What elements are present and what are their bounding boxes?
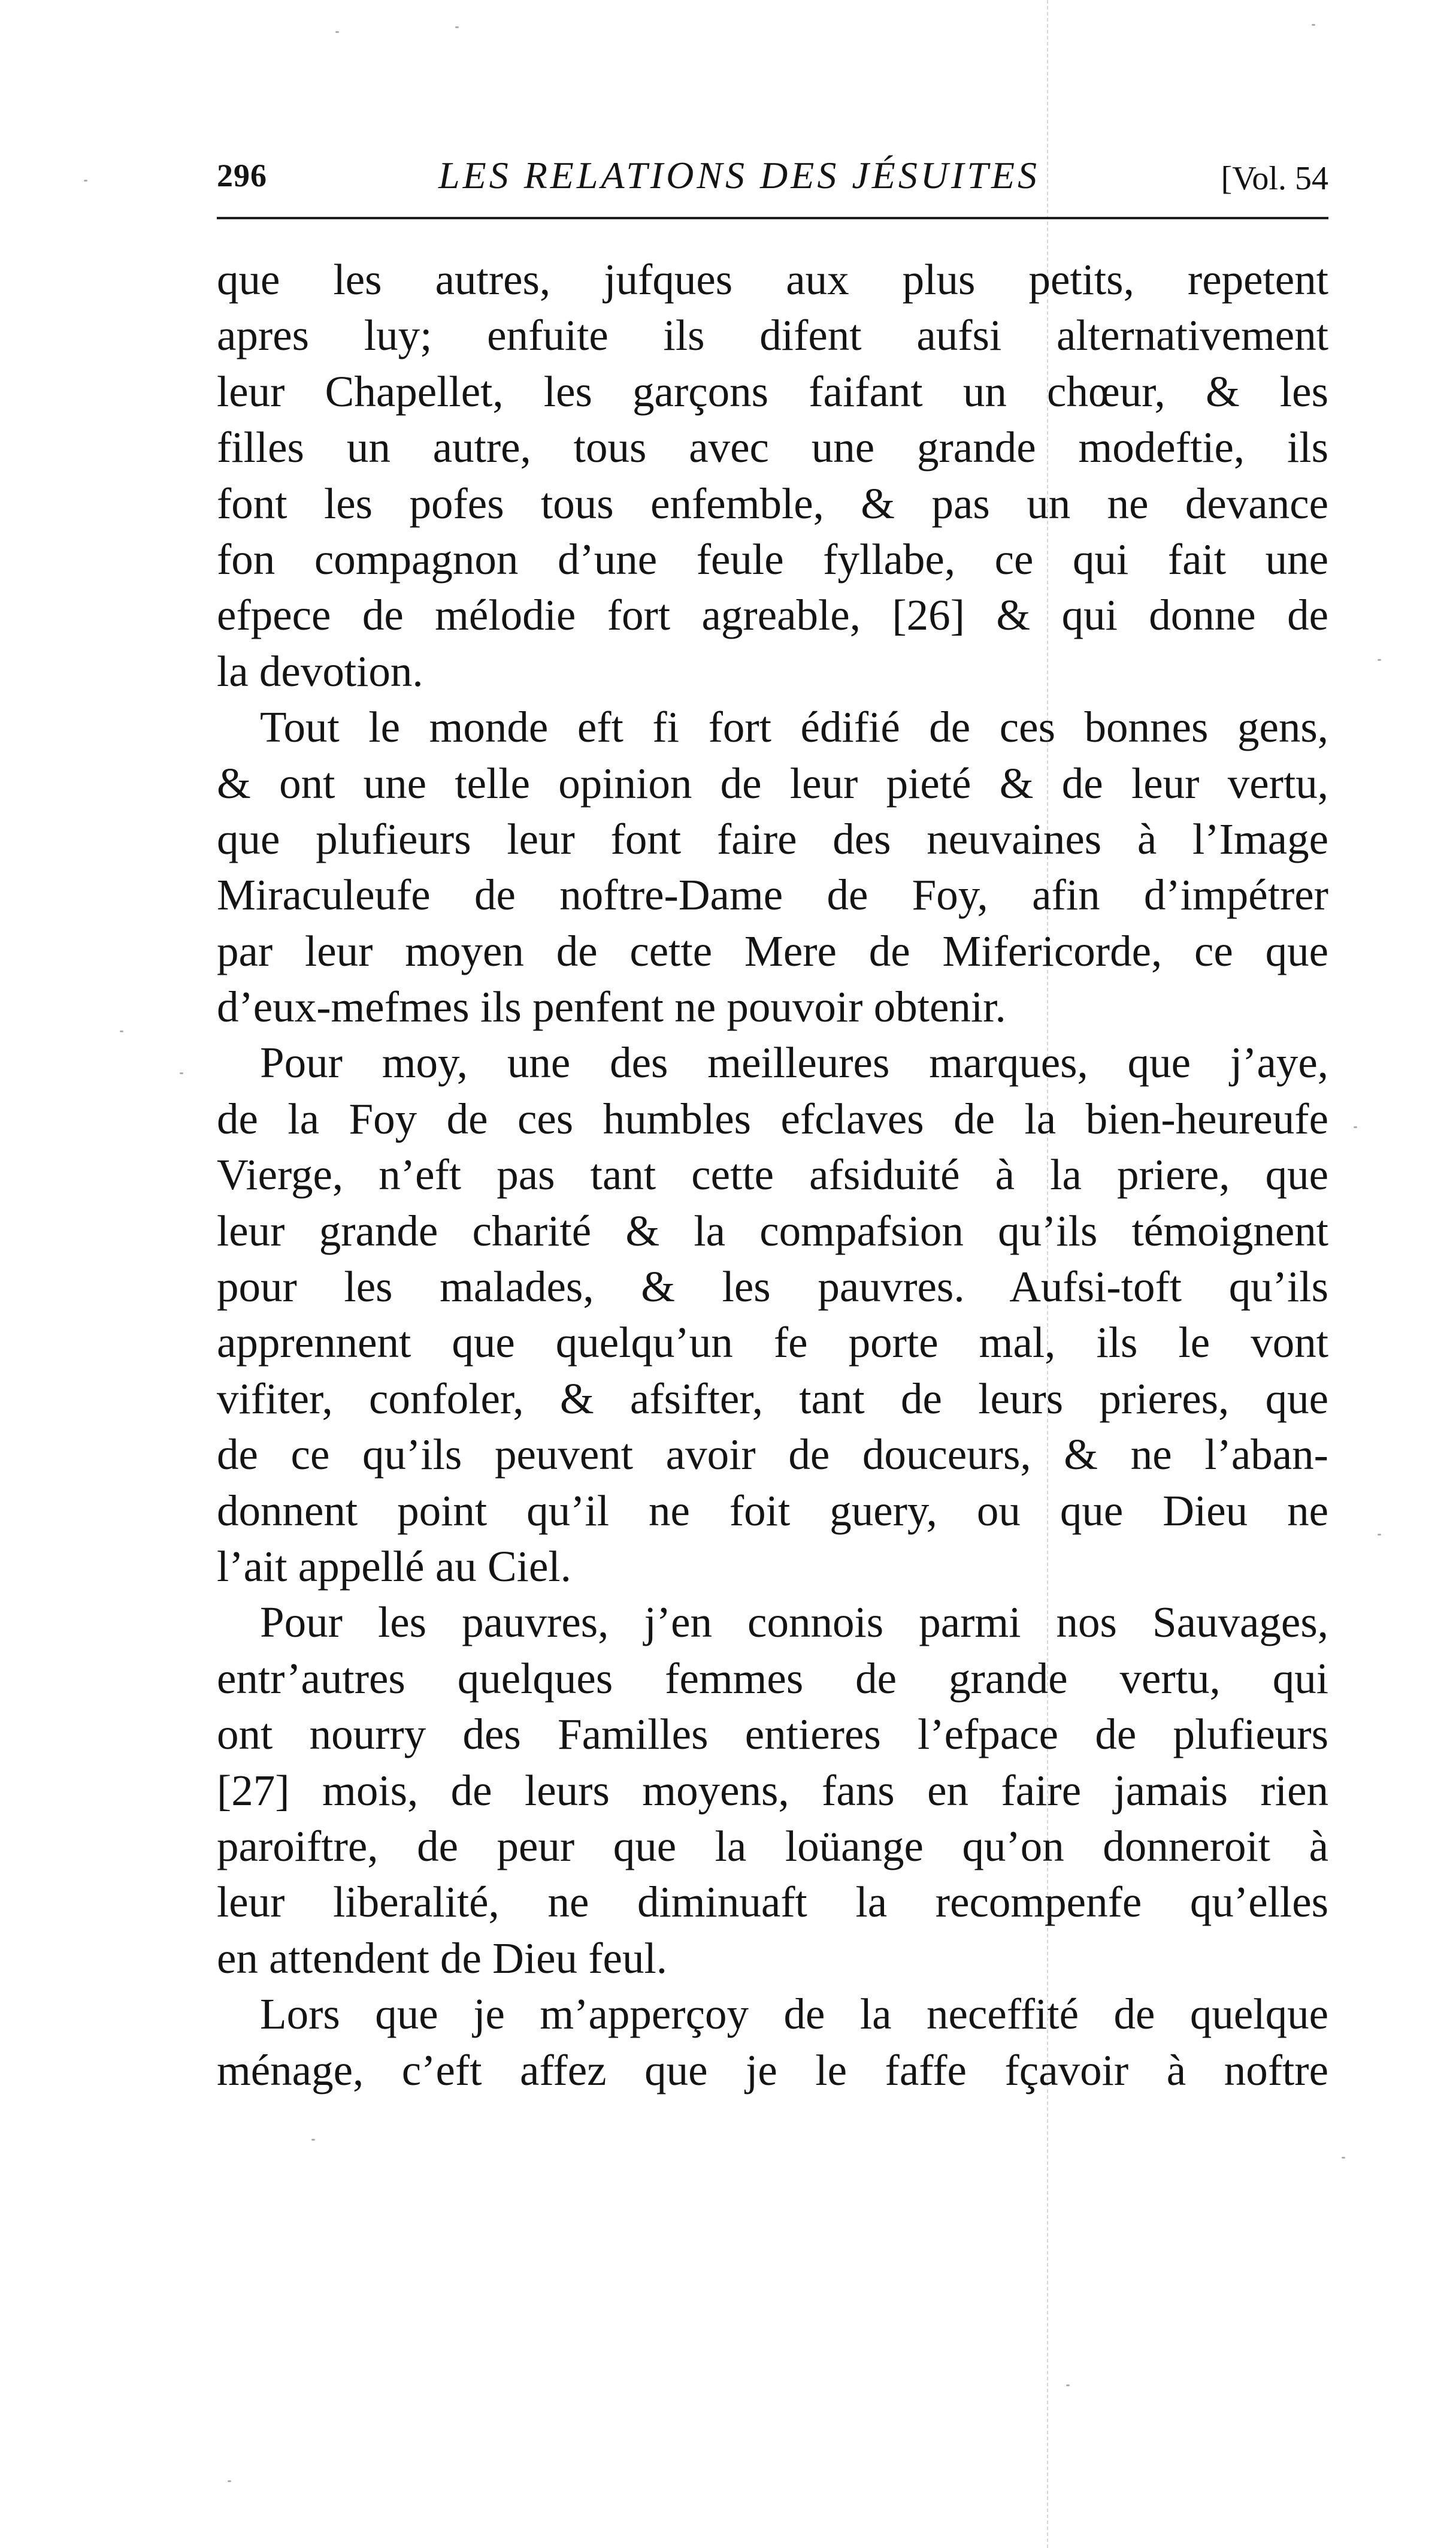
scan-speck: [120, 1030, 123, 1032]
text-line: filles un autre, tous avec une grande modeftie, ils: [217, 423, 1328, 472]
text-line: par leur moyen de cette Mere de Mifericorde, ce que: [217, 926, 1328, 975]
text-line: l’ait appellé au Ciel.: [217, 1542, 571, 1591]
text-line: & ont une telle opinion de leur pieté & de leur vertu,: [217, 758, 1328, 808]
scan-speck: [311, 2139, 315, 2141]
paragraph: [217, 1035, 1328, 1594]
scan-speck: [228, 2480, 231, 2482]
text-line: la devotion.: [217, 646, 423, 696]
paragraph: [217, 1594, 1328, 1986]
text-line: de ce qu’ils peuvent avoir de douceurs, & ne l’aban-: [217, 1430, 1328, 1479]
scan-speck: [1312, 24, 1315, 26]
scan-speck: [1378, 659, 1381, 661]
scan-speck: [180, 1072, 183, 1074]
text-line: Pour les pauvres, j’en connois parmi nos Sauvages,: [260, 1598, 1328, 1647]
text-line: apres luy; enfuite ils difent aufsi alternativement: [217, 311, 1328, 360]
page-number: 296: [217, 158, 267, 194]
volume-label: [Vol. 54: [1221, 160, 1328, 197]
text-line: efpece de mélodie fort agreable, [26] & qui donne de: [217, 591, 1328, 640]
text-line: leur grande charité & la compafsion qu’ils témoignent: [217, 1206, 1328, 1255]
paragraph: [217, 699, 1328, 1035]
scan-speck: [1378, 1534, 1381, 1536]
header-rule: [217, 217, 1328, 219]
text-line: donnent point qu’il ne foit guery, ou que Dieu ne: [217, 1486, 1328, 1535]
text-line: fon compagnon d’une feule fyllabe, ce qui fait une: [217, 534, 1328, 584]
text-line: leur liberalité, ne diminuaft la recompenfe qu’elles: [217, 1878, 1328, 1927]
text-line: Tout le monde eft fi fort édifié de ces bonnes gens,: [260, 703, 1328, 752]
text-line: d’eux-mefmes ils penfent ne pouvoir obtenir.: [217, 983, 1006, 1032]
text-line: vifiter, confoler, & afsifter, tant de leurs prieres, que: [217, 1374, 1328, 1423]
running-title: LES RELATIONS DES JÉSUITES: [438, 154, 1040, 197]
scan-speck: [84, 180, 87, 182]
paragraph: [217, 252, 1328, 699]
text-line: leur Chapellet, les garçons faifant un chœur, & les: [217, 367, 1328, 416]
text-line: que les autres, jufques aux plus petits, repetent: [217, 255, 1328, 304]
running-header: [217, 154, 1328, 205]
scan-speck: [455, 26, 459, 28]
text-line: que plufieurs leur font faire des neuvaines à l’Image: [217, 814, 1328, 863]
text-line: paroiftre, de peur que la loüange qu’on donneroit à: [217, 1821, 1328, 1870]
text-line: ont nourry des Familles entieres l’efpace de plufieurs: [217, 1710, 1328, 1759]
text-line: ménage, c’eft affez que je le faffe fçavoir à noftre: [217, 2045, 1328, 2094]
text-line: entr’autres quelques femmes de grande vertu, qui: [217, 1654, 1328, 1703]
text-line: Vierge, n’eft pas tant cette afsiduité à la priere, que: [217, 1150, 1328, 1199]
scan-speck: [1354, 1126, 1357, 1128]
text-line: pour les malades, & les pauvres. Aufsi-toft qu’ils: [217, 1262, 1328, 1311]
scan-speck: [1342, 2157, 1345, 2159]
text-line: font les pofes tous enfemble, & pas un ne devance: [217, 479, 1328, 528]
text-line: apprennent que quelqu’un fe porte mal, ils le vont: [217, 1318, 1328, 1367]
scan-speck: [335, 31, 339, 33]
scan-speck: [1066, 2384, 1070, 2386]
text-line: Lors que je m’apperçoy de la neceffité de quelque: [260, 1990, 1328, 2039]
text-line: [27] mois, de leurs moyens, fans en faire jamais rien: [217, 1766, 1328, 1815]
text-line: Pour moy, une des meilleures marques, que j’aye,: [260, 1038, 1328, 1087]
text-line: de la Foy de ces humbles efclaves de la bien-heureufe: [217, 1094, 1328, 1143]
paragraph: [217, 1986, 1328, 2098]
text-line: en attendent de Dieu feul.: [217, 1933, 667, 1982]
body-text: [217, 252, 1328, 2098]
text-line: Miraculeufe de noftre-Dame de Foy, afin d’impétrer: [217, 871, 1328, 920]
